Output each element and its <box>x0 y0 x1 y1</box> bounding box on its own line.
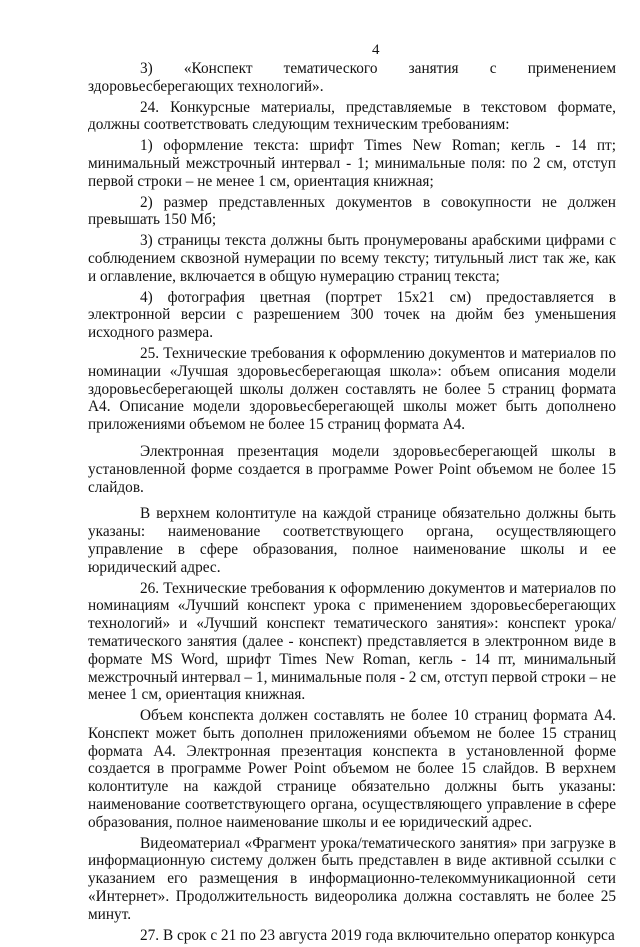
paragraph: Объем конспекта должен составлять не более 10 страниц формата А4. Конспект может быть дополнен приложениями объемом не более 15 страниц формата А4. Электронная презентация конспекта в установленной форме создается в программе Power Point объемом не более 15 слайдов. В верхнем колонтитуле на каждой странице обязательно должны быть указаны: наименование соответствующего органа, осуществляющего управление в сфере образования, полное наименование школы и ее юридический адрес. <box>88 707 616 831</box>
page-number: 4 <box>372 42 380 58</box>
paragraph: 24. Конкурсные материалы, представляемые в текстовом формате, должны соответствовать следующим техническим требованиям: <box>88 98 616 134</box>
paragraph: В верхнем колонтитуле на каждой странице обязательно должны быть указаны: наименование соответствующего органа, осуществляющего управление в сфере образования, полное наименование школы и ее юридический адрес. <box>88 505 616 576</box>
paragraph: 3) страницы текста должны быть пронумерованы арабскими цифрами с соблюдением сквозной нумерации по всему тексту; титульный лист так же, как и оглавление, включается в общую нумерацию страниц текста; <box>88 232 616 285</box>
paragraph: Видеоматериал «Фрагмент урока/тематического занятия» при загрузке в информационную систему должен быть представлен в виде активной ссылки с указанием его размещения в информационно-телекоммуникационной сети «Интернет». Продолжительность видеоролика должна составлять не более 25 минут. <box>88 834 616 923</box>
paragraph: 27. В срок с 21 по 23 августа 2019 года включительно оператор конкурса <box>140 926 615 944</box>
paragraph: 3) «Конспект тематического занятия с применением здоровьесберегающих технологий». <box>88 60 616 95</box>
document-body <box>88 60 616 947</box>
paragraph: 4) фотография цветная (портрет 15х21 см) предоставляется в электронной версии с разрешением 300 точек на дюйм без уменьшения исходного размера. <box>88 288 616 342</box>
paragraph: 1) оформление текста: шрифт Times New Roman; кегль - 14 пт; минимальный межстрочный интервал - 1; минимальные поля: по 2 см, отступ первой строки – не менее 1 см, ориентация книжная; <box>88 137 616 190</box>
paragraph: 2) размер представленных документов в совокупности не должен превышать 150 Мб; <box>88 193 616 229</box>
paragraph: Электронная презентация модели здоровьесберегающей школы в установленной форме создается в программе Power Point объемом не более 15 слайдов. <box>88 442 616 496</box>
paragraph: 26. Технические требования к оформлению документов и материалов по номинациям «Лучший конспект урока с применением здоровьесберегающих технологий» и «Лучший конспект тематического занятия»: конспект урока/тематического занятия (далее - конспект) представляется в электронном виде в формате MS Word, шрифт Times New Roman, кегль - 14 пт, минимальный межстрочный интервал – 1, минимальные поля - 2 см, отступ первой строки – не менее 1 см, ориентация книжная. <box>88 579 616 704</box>
paragraph: 25. Технические требования к оформлению документов и материалов по номинации «Лучшая здоровьесберегающая школа»: объем описания модели здоровьесберегающей школы должен составлять не более 5 страниц формата А4. Описание модели здоровьесберегающей школы может быть дополнено приложениями объемом не более 15 страниц формата А4. <box>88 344 616 434</box>
